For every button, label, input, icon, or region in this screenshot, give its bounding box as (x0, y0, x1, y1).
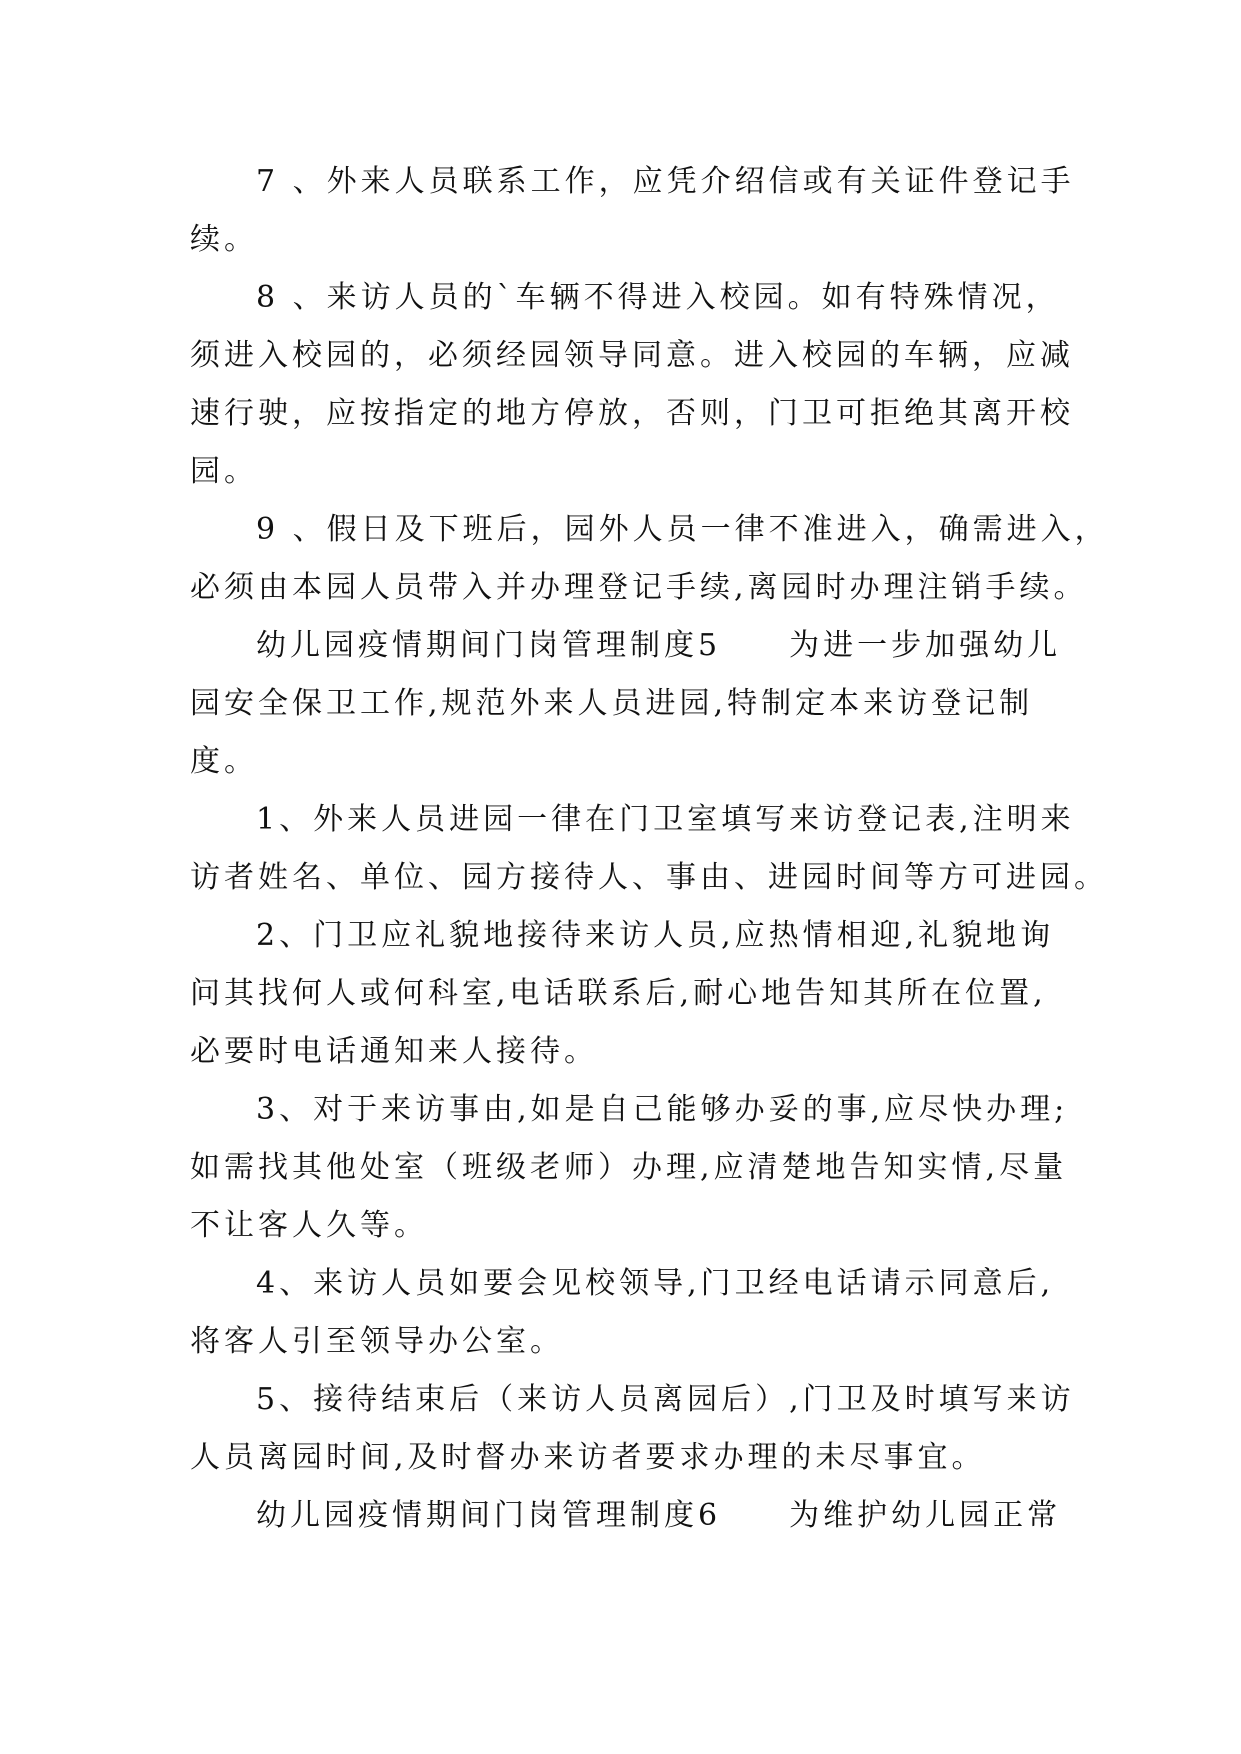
paragraph-item-4 (190, 1255, 1058, 1371)
paragraph-item-3 (190, 1081, 1069, 1255)
text-line: 度。 (190, 744, 258, 779)
text-line: 必须由本园人员带入并办理登记手续,离园时办理注销手续。 (190, 570, 1088, 605)
text-line: 幼儿园疫情期间门岗管理制度5 为进一步加强幼儿 (256, 628, 1062, 663)
paragraph-rule-7 (190, 153, 1075, 269)
paragraph-item-2 (190, 907, 1058, 1081)
text-line: 7 、外来人员联系工作，应凭介绍信或有关证件登记手 (256, 164, 1075, 199)
text-line: 2、门卫应礼貌地接待来访人员,应热情相迎,礼貌地询 (256, 918, 1055, 953)
paragraph-rule-8 (190, 269, 1074, 501)
text-line: 将客人引至领导办公室。 (190, 1324, 564, 1359)
text-line: 幼儿园疫情期间门岗管理制度6 为维护幼儿园正常 (256, 1498, 1062, 1533)
paragraph-item-5 (190, 1371, 1075, 1487)
text-line: 须进入校园的，必须经园领导同意。进入校园的车辆，应减 (190, 338, 1074, 373)
text-line: 续。 (190, 222, 258, 257)
text-line: 访者姓名、单位、园方接待人、事由、进园时间等方可进园。 (190, 860, 1108, 895)
text-line: 人员离园时间,及时督办来访者要求办理的未尽事宜。 (190, 1440, 986, 1475)
text-line: 1、外来人员进园一律在门卫室填写来访登记表,注明来 (256, 802, 1075, 837)
paragraph-section-5-intro (190, 617, 1062, 791)
text-line: 问其找何人或何科室,电话联系后,耐心地告知其所在位置, (190, 976, 1047, 1011)
text-line: 速行驶，应按指定的地方停放，否则，门卫可拒绝其离开校 (190, 396, 1074, 431)
paragraph-section-6-intro (190, 1487, 1062, 1545)
text-line: 园安全保卫工作,规范外来人员进园,特制定本来访登记制 (190, 686, 1034, 721)
paragraph-rule-9 (190, 501, 1109, 617)
text-line: 3、对于来访事由,如是自己能够办妥的事,应尽快办理; (256, 1092, 1069, 1127)
text-line: 4、来访人员如要会见校领导,门卫经电话请示同意后, (256, 1266, 1055, 1301)
document-body (190, 153, 1109, 1545)
text-line: 如需找其他处室（班级老师）办理,应清楚地告知实情,尽量 (190, 1150, 1068, 1185)
text-line: 必要时电话通知来人接待。 (190, 1034, 598, 1069)
text-line: 园。 (190, 454, 258, 489)
text-line: 5、接待结束后（来访人员离园后）,门卫及时填写来访 (256, 1382, 1075, 1417)
text-line: 不让客人久等。 (190, 1208, 428, 1243)
text-line: 8 、来访人员的`车辆不得进入校园。如有特殊情况， (256, 280, 1060, 315)
paragraph-item-1 (190, 791, 1108, 907)
text-line: 9 、假日及下班后，园外人员一律不准进入，确需进入， (256, 512, 1109, 547)
